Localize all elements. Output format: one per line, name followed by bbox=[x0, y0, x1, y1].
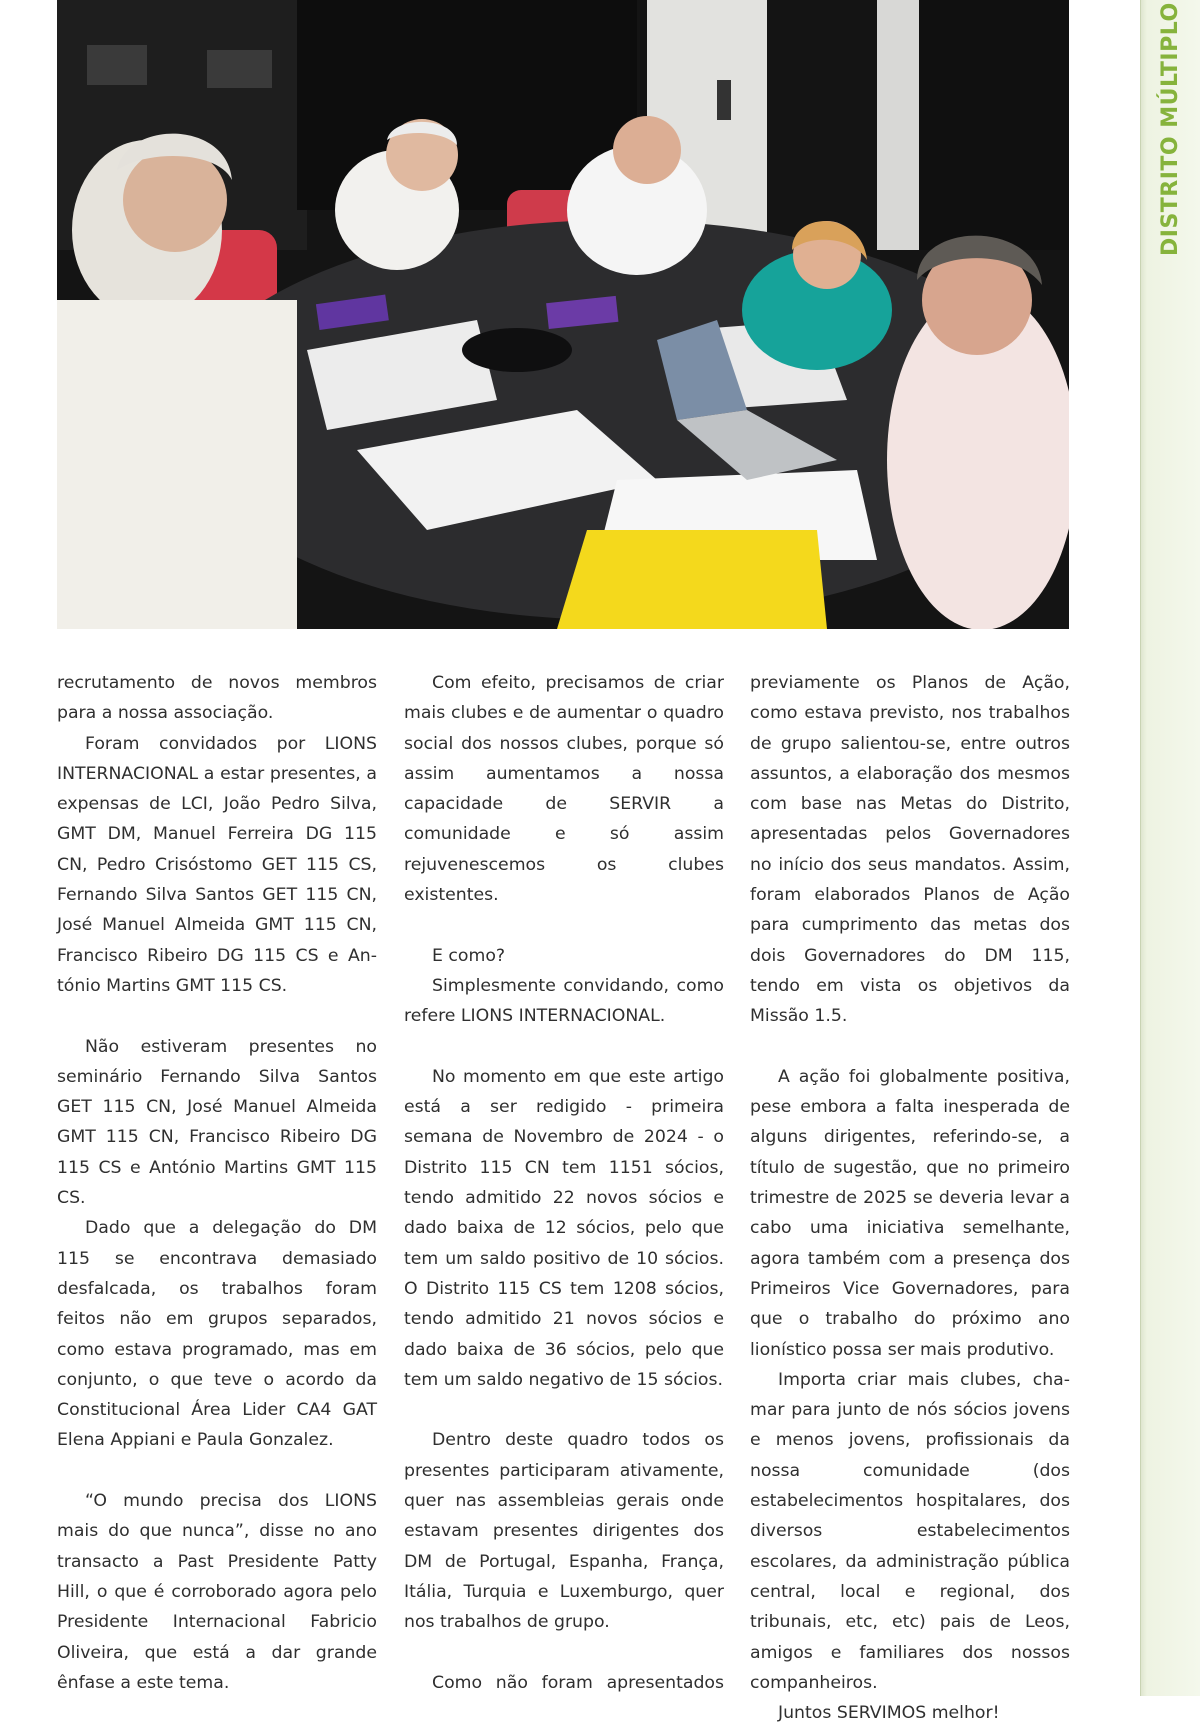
section-sidebar bbox=[1140, 0, 1200, 1696]
paragraph: “O mundo precisa dos LIONS mais do que nunca”, disse no ano transacto a Past Presidente Patty Hill, o que é corroborado agora pelo Presidente Internacional Fabricio Oliveira, que está a dar grande ênfase a este tema. bbox=[57, 1491, 377, 1693]
paragraph: Como não foram apresentados bbox=[432, 1672, 724, 1693]
paragraph: Importa criar mais clubes, chamar para junto de nós sócios jovens e menos jovens, profissionais da nossa comunidade (dos estabelecimentos hospitalares, dos diversos estabelecimentos escolares, da administração pública central, local e regional, dos tribunais, etc, etc) pais de Leos, amigos e familiares dos nossos companheiros. bbox=[750, 1369, 1070, 1693]
section-title: DISTRITO MÚLTIPLO bbox=[1158, 2, 1183, 256]
article-column-2 bbox=[404, 668, 724, 1698]
paragraph: Simplesmente convidando, como refere LIONS INTERNACIONAL. bbox=[404, 975, 724, 1027]
paragraph: Dentro deste quadro todos os presentes participaram ativamente, quer nas assembleias gerais onde estavam presentes dirigentes dos DM de Portugal, Espanha, França, Itália, Turquia e Luxemburgo, quer nos trabalhos de grupo. bbox=[404, 1430, 724, 1633]
paragraph: recrutamento de novos membros para a nossa associação. bbox=[57, 673, 377, 724]
paragraph: Dado que a delegação do DM 115 se encontrava demasiado desfalcada, os trabalhos foram feitos não em grupos separados, como estava programado, mas em conjunto, o que teve o acordo da Constitucional Área Lider CA4 GAT Elena Appiani e Paula Gonzalez. bbox=[57, 1218, 377, 1451]
meeting-photo bbox=[57, 0, 1069, 629]
paragraph: previamente os Planos de Ação, como estava previsto, nos trabalhos de grupo salientou-se, entre outros assuntos, a elaboração dos mesmos com base nas Metas do Distrito, apresentadas pelos Governadores no início dos seus mandatos. Assim, foram elaborados Planos de Ação para cumprimento das metas dos dois Governadores do DM 115, tendo em vista os objetivos da Missão 1.5. bbox=[750, 673, 1070, 1027]
paragraph: Juntos SERVIMOS melhor! bbox=[778, 1703, 1000, 1724]
article-column-1 bbox=[57, 668, 377, 1698]
paragraph: Foram convidados por LIONS INTERNACIONAL a estar presentes, a expensas de LCI, João Pedro Silva, GMT DM, Manuel Ferreira DG 115 CN, Pedro Crisóstomo GET 115 CS, Fernando Silva Santos GET 115 CN, José Manuel Almeida GMT 115 CN, Francisco Ribeiro DG 115 CS e António Martins GMT 115 CS. bbox=[57, 733, 377, 996]
paragraph: No momento em que este artigo está a ser redigido - primeira semana de Novembro de 2024 - o Distrito 115 CN tem 1151 sócios, tendo admitido 22 novos sócios e dado baixa de 12 sócios, pelo que tem um saldo positivo de 10 sócios. O Distrito 115 CS tem 1208 sócios, tendo admitido 21 novos sócios e dado baixa de 36 sócios, pelo que tem um saldo negativo de 15 sócios. bbox=[404, 1066, 724, 1390]
paragraph: A ação foi globalmente positiva, pese embora a falta inesperada de alguns dirigentes, referindo-se, a título de sugestão, que no primeiro trimestre de 2025 se deveria levar a cabo uma iniciativa semelhante, agora também com a presença dos Primeiros Vice Governadores, para que o trabalho do próximo ano lionístico possa ser mais produtivo. bbox=[750, 1066, 1070, 1360]
paragraph: Não estiveram presentes no seminário Fernando Silva Santos GET 115 CN, José Manuel Almeida GMT 115 CN, Francisco Ribeiro DG 115 CS e António Martins GMT 115 CS. bbox=[57, 1036, 377, 1209]
paragraph: Com efeito, precisamos de criar mais clubes e de aumentar o quadro social dos nossos clubes, porque só assim aumentamos a nossa capacidade de SERVIR a comunidade e só assim rejuvenescemos os clubes existentes. bbox=[404, 673, 724, 906]
article-column-3 bbox=[750, 668, 1070, 1728]
meeting-photo-illustration bbox=[57, 0, 1069, 629]
paragraph: E como? bbox=[432, 945, 506, 966]
